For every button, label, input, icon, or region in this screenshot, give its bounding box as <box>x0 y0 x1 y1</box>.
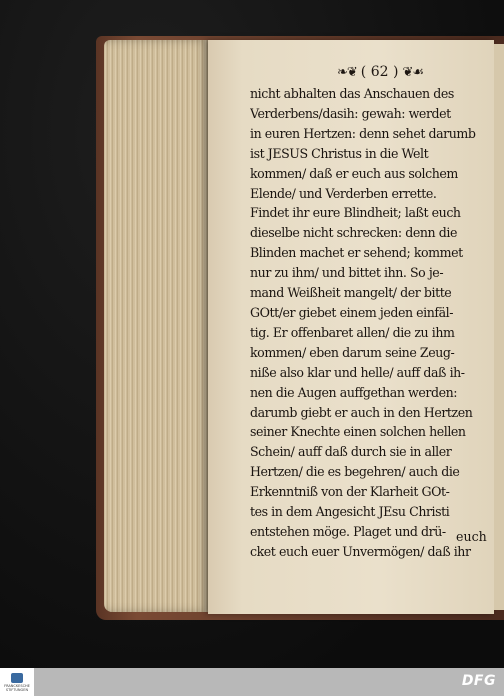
text-line: Verderbens/dasih: gewah: werdet <box>250 105 451 121</box>
text-line: nicht abhalten das Anschauen des <box>250 86 454 101</box>
ornament-right-icon: ❦☙ <box>402 64 423 80</box>
text-line: in euren Hertzen: denn sehet darumb <box>250 125 476 141</box>
dfg-logo[interactable]: DFG <box>461 673 496 689</box>
text-line: seiner Knechte einen solchen hellen <box>250 424 466 440</box>
text-line: Hertzen/ die es begehren/ auch die <box>250 464 460 480</box>
text-line: kommen/ eben darum seine Zeug- <box>250 344 455 360</box>
text-line: cket euch euer Unvermögen/ daß ihr <box>250 543 471 559</box>
text-line: Elende/ und Verderben errette. <box>250 185 437 201</box>
text-line: niße also klar und helle/ auff daß ih- <box>250 364 465 380</box>
viewer-footer <box>0 668 504 696</box>
page-header <box>330 63 430 81</box>
page-number: ( 62 ) <box>360 64 399 80</box>
text-line: nen die Augen auffgethan werden: <box>250 384 458 400</box>
text-line: darumb giebt er auch in den Hertzen <box>250 404 473 420</box>
institution-logo[interactable] <box>0 668 34 696</box>
text-line: GOtt/er giebet einem jeden einfäl- <box>250 304 454 320</box>
text-line: kommen/ daß er euch aus solchem <box>250 165 458 181</box>
catchword: euch <box>456 529 487 544</box>
page-text <box>250 84 490 562</box>
logo-text: FRANCKESCHE STIFTUNGEN <box>4 683 30 692</box>
text-line: nur zu ihm/ und bittet ihn. So je- <box>250 265 444 281</box>
text-line: Blinden machet er sehend; kommet <box>250 245 463 261</box>
text-line: tes in dem Angesicht JEsu Christi <box>250 504 450 520</box>
ornament-left-icon: ❧❦ <box>337 64 357 80</box>
text-line: ist JESUS Christus in die Welt <box>250 145 429 161</box>
text-line: entstehen möge. Plaget und drü- <box>250 523 446 539</box>
text-line: mand Weißheit mangelt/ der bitte <box>250 285 452 301</box>
text-line: tig. Er offenbaret allen/ die zu ihm <box>250 324 455 340</box>
page-stack-edge <box>104 40 210 612</box>
text-line: Findet ihr eure Blindheit; laßt euch <box>250 205 461 221</box>
text-line: Erkenntniß von der Klarheit GOt- <box>250 484 450 500</box>
text-line: dieselbe nicht schrecken: denn die <box>250 225 457 241</box>
logo-icon <box>11 673 23 683</box>
text-line: Schein/ auff daß durch sie in aller <box>250 444 452 460</box>
next-page-edge <box>494 44 504 610</box>
